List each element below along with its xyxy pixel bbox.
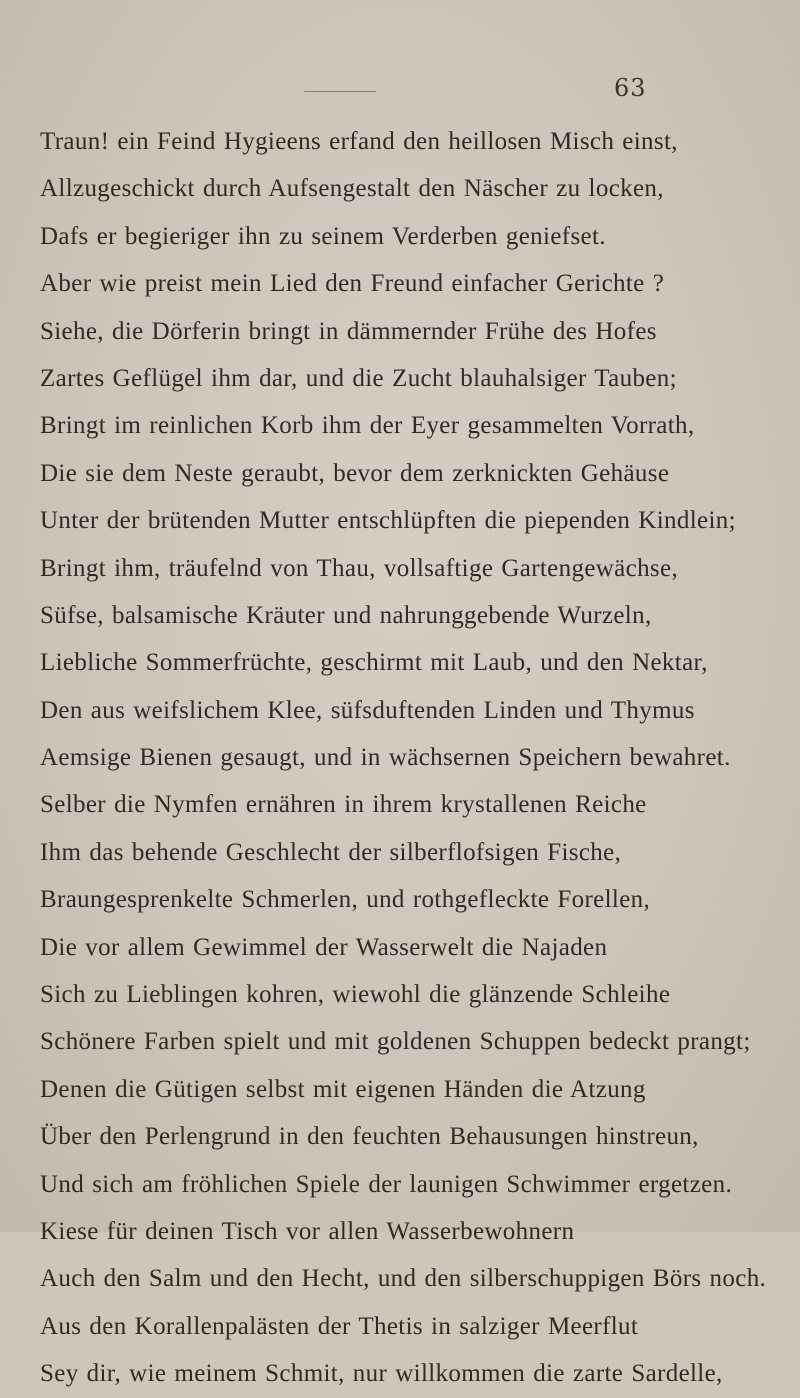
verse-line: Bringt im reinlichen Korb ihm der Eyer gesammelten Vorrath, (40, 412, 695, 440)
verse-line: Ihm das behende Geschlecht der silberflofsigen Fische, (40, 838, 622, 866)
verse-line: Über den Perlengrund in den feuchten Behausungen hinstreun, (40, 1123, 699, 1151)
verse-line: Dafs er begieriger ihn zu seinem Verderben geniefset. (40, 222, 606, 250)
verse-line: Bringt ihm, träufelnd von Thau, vollsaftige Gartengewächse, (40, 554, 679, 582)
verse-line: Aber wie preist mein Lied den Freund einfacher Gerichte ? (40, 270, 665, 298)
verse-line: Aemsige Bienen gesaugt, und in wächsernen Speichern bewahret. (40, 744, 731, 772)
verse-line: Sey dir, wie meinem Schmit, nur willkommen die zarte Sardelle, (40, 1360, 723, 1388)
verse-line: Allzugeschickt durch Aufsengestalt den Näscher zu locken, (40, 175, 664, 203)
verse-line: Aus den Korallenpalästen der Thetis in salziger Meerflut (40, 1312, 639, 1340)
verse-line: Traun! ein Feind Hygieens erfand den heillosen Misch einst, (40, 128, 678, 155)
verse-line: Den aus weifslichem Klee, süfsduftenden Linden und Thymus (40, 696, 695, 724)
verse-line: Süfse, balsamische Kräuter und nahrunggebende Wurzeln, (40, 601, 652, 629)
verse-line: Selber die Nymfen ernähren in ihrem krystallenen Reiche (40, 791, 647, 819)
verse-line: Die sie dem Neste geraubt, bevor dem zerknickten Gehäuse (40, 459, 670, 487)
verse-line: Liebliche Sommerfrüchte, geschirmt mit Laub, und den Nektar, (40, 649, 708, 677)
header-rule (304, 91, 376, 92)
verse-line: Sich zu Lieblingen kohren, wiewohl die glänzende Schleihe (40, 981, 671, 1009)
verse-line: Kiese für deinen Tisch vor allen Wasserbewohnern (40, 1217, 575, 1245)
verse-line: Auch den Salm und den Hecht, und den silberschuppigen Börs noch. (40, 1265, 767, 1293)
page-number: 63 (614, 74, 647, 102)
verse-line: Schönere Farben spielt und mit goldenen Schuppen bedeckt prangt; (40, 1028, 751, 1056)
verse-line: Siehe, die Dörferin bringt in dämmernder Frühe des Hofes (40, 317, 657, 345)
verse-line: Und sich am fröhlichen Spiele der launigen Schwimmer ergetzen. (40, 1170, 733, 1198)
verse-line: Zartes Geflügel ihm dar, und die Zucht blauhalsiger Tauben; (40, 364, 677, 392)
verse-line: Unter der brütenden Mutter entschlüpften die piependen Kindlein; (40, 507, 736, 535)
poem-text (40, 118, 780, 1398)
verse-line: Braungesprenkelte Schmerlen, und rothgefleckte Forellen, (40, 886, 651, 914)
verse-line: Denen die Gütigen selbst mit eigenen Händen die Atzung (40, 1075, 646, 1103)
verse-line: Die vor allem Gewimmel der Wasserwelt die Najaden (40, 933, 608, 961)
